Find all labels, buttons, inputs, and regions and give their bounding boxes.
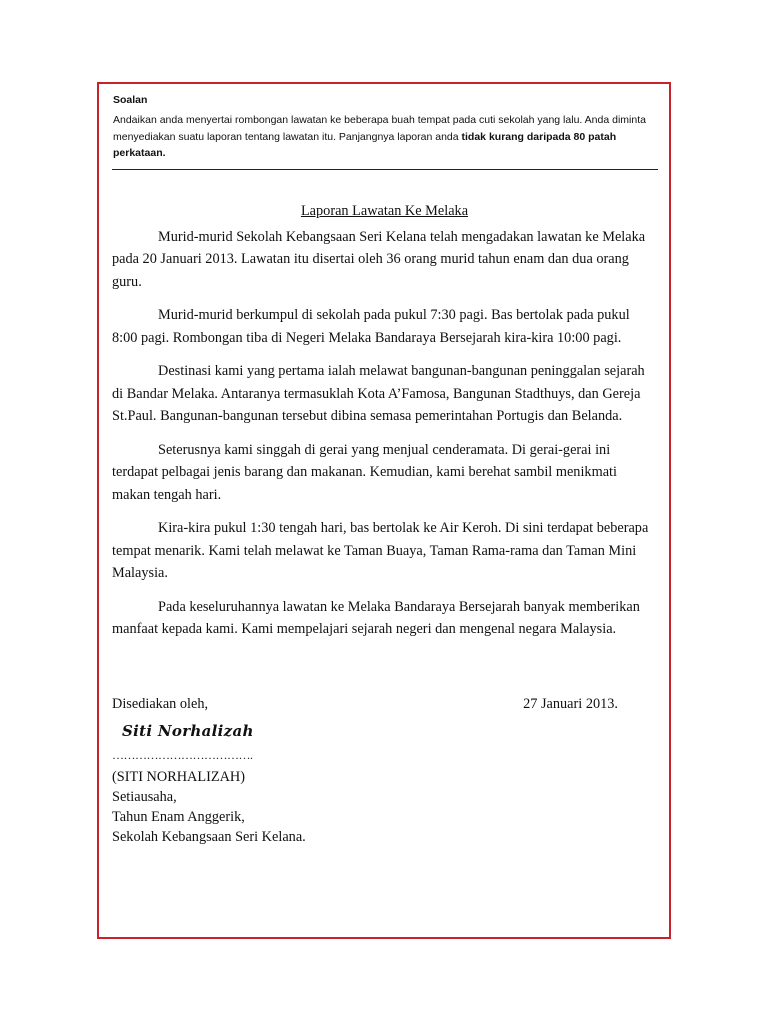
question-text [113, 112, 658, 161]
paragraph: Murid-murid Sekolah Kebangsaan Seri Kelana telah mengadakan lawatan ke Melaka pada 20 Januari 2013. Lawatan itu disertai oleh 36 orang murid tahun enam dan dua orang guru. [112, 228, 646, 290]
report-body [112, 200, 657, 652]
signatory-name: (SITI NORHALIZAH) [112, 769, 246, 785]
report-title: Laporan Lawatan Ke Melaka [300, 203, 469, 219]
paragraph: Kira-kira pukul 1:30 tengah hari, bas bertolak ke Air Keroh. Di sini terdapat beberapa tempat menarik. Kami telah melawat ke Taman Buaya, Taman Rama-rama dan Taman Mini Malaysia. [112, 520, 649, 581]
prepared-by-label: Disediakan oleh, [112, 696, 209, 712]
paragraph: Pada keseluruhannya lawatan ke Melaka Bandaraya Bersejarah banyak memberikan manfaat kepada kami. Kami mempelajari sejarah negeri dan mengenal negara Malaysia. [112, 598, 640, 637]
signatory-position: Setiausaha, [112, 789, 177, 805]
paragraph: Murid-murid berkumpul di sekolah pada pukul 7:30 pagi. Bas bertolak pada pukul 8:00 pagi. Rombongan tiba di Negeri Melaka Bandaraya Bersejarah kira-kira 10:00 pagi. [112, 307, 630, 346]
question-section [113, 92, 658, 161]
report-date: 27 Januari 2013. [523, 696, 618, 712]
divider [112, 169, 658, 170]
signature: Siti Norhalizah [122, 722, 254, 740]
question-heading: Soalan [113, 94, 148, 106]
sign-row [112, 696, 618, 713]
question-text-main: Andaikan anda menyertai rombongan lawatan ke beberapa buah tempat pada cuti sekolah yang lalu. Anda diminta menyediakan suatu laporan tentang lawatan itu. Panjangnya laporan anda [113, 114, 646, 143]
paragraph: Destinasi kami yang pertama ialah melawat bangunan-bangunan peninggalan sejarah di Bandar Melaka. Antaranya termasuklah Kota A’Famosa, Bangunan Stadthuys, dan Gereja St.Paul. Bangunan-bangunan tersebut dibina semasa pemerintahan Portugis dan Belanda. [112, 363, 645, 424]
signatory-school: Sekolah Kebangsaan Seri Kelana. [112, 829, 306, 845]
question-text-bold: tidak kurang daripada 80 patah perkataan. [113, 130, 617, 159]
signatory-class: Tahun Enam Anggerik, [112, 809, 245, 825]
paragraph: Seterusnya kami singgah di gerai yang menjual cenderamata. Di gerai-gerai ini terdapat pelbagai jenis barang dan makanan. Kemudian, kami berehat sambil menikmati makan tengah hari. [112, 441, 617, 503]
signature-line: ………………………………. [112, 748, 253, 762]
signatory-block [112, 767, 306, 847]
